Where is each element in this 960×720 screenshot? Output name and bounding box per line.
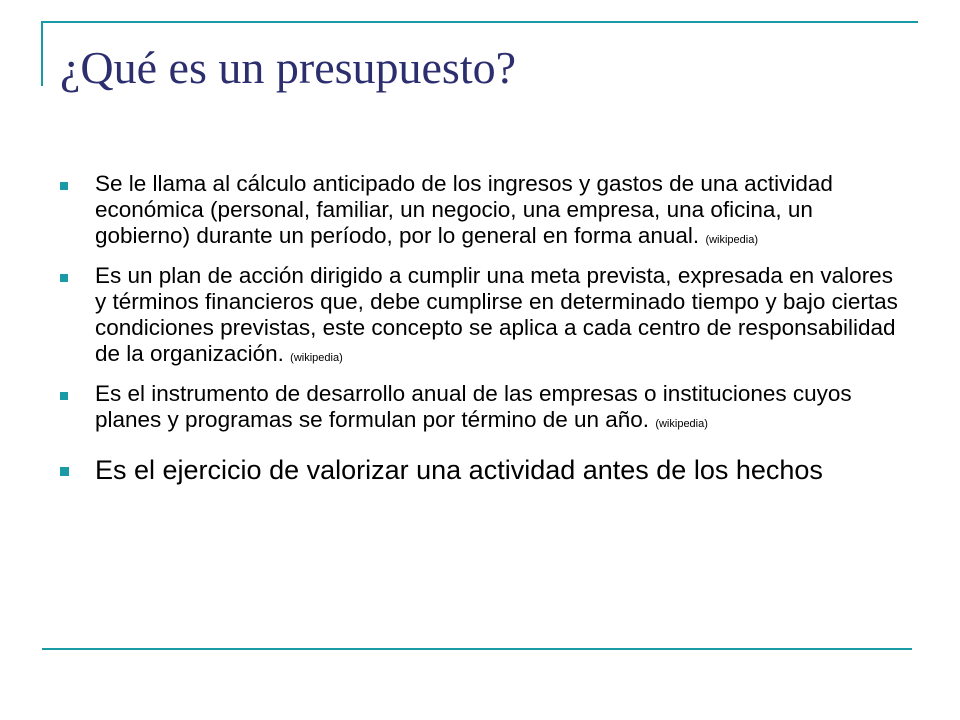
square-bullet-icon <box>60 274 68 282</box>
bullet-text: Es un plan de acción dirigido a cumplir una meta prevista, expresada en valores y términos financieros que, debe cumplirse en determinado tiempo y bajo ciertas condiciones previstas, este concepto se aplica a cada centro de responsabilidad de la organización. <box>95 263 898 366</box>
bullet-list <box>60 171 910 499</box>
left-rule <box>41 21 43 86</box>
bullet-text: Es el ejercicio de valorizar una actividad antes de los hechos <box>95 455 823 485</box>
source-citation: (wikipedia) <box>290 352 343 364</box>
square-bullet-icon <box>60 392 68 400</box>
source-citation: (wikipedia) <box>705 234 759 246</box>
square-bullet-icon <box>60 182 68 190</box>
bottom-rule <box>42 648 912 650</box>
source-citation: (wikipedia) <box>655 418 708 430</box>
bullet-item-2 <box>60 263 910 367</box>
bullet-item-1 <box>60 171 910 249</box>
slide-title: ¿Qué es un presupuesto? <box>60 42 517 93</box>
top-rule <box>42 21 918 23</box>
bullet-text: Se le llama al cálculo anticipado de los ingresos y gastos de una actividad económica (personal, familiar, un negocio, una empresa, una oficina, un gobierno) durante un período, por lo general en forma anual. <box>95 171 833 248</box>
bullet-item-3 <box>60 381 910 433</box>
bullet-text: Es el instrumento de desarrollo anual de las empresas o instituciones cuyos planes y programas se formulan por término de un año. <box>95 381 852 432</box>
bullet-item-4 <box>60 455 910 485</box>
square-bullet-icon <box>60 467 69 476</box>
